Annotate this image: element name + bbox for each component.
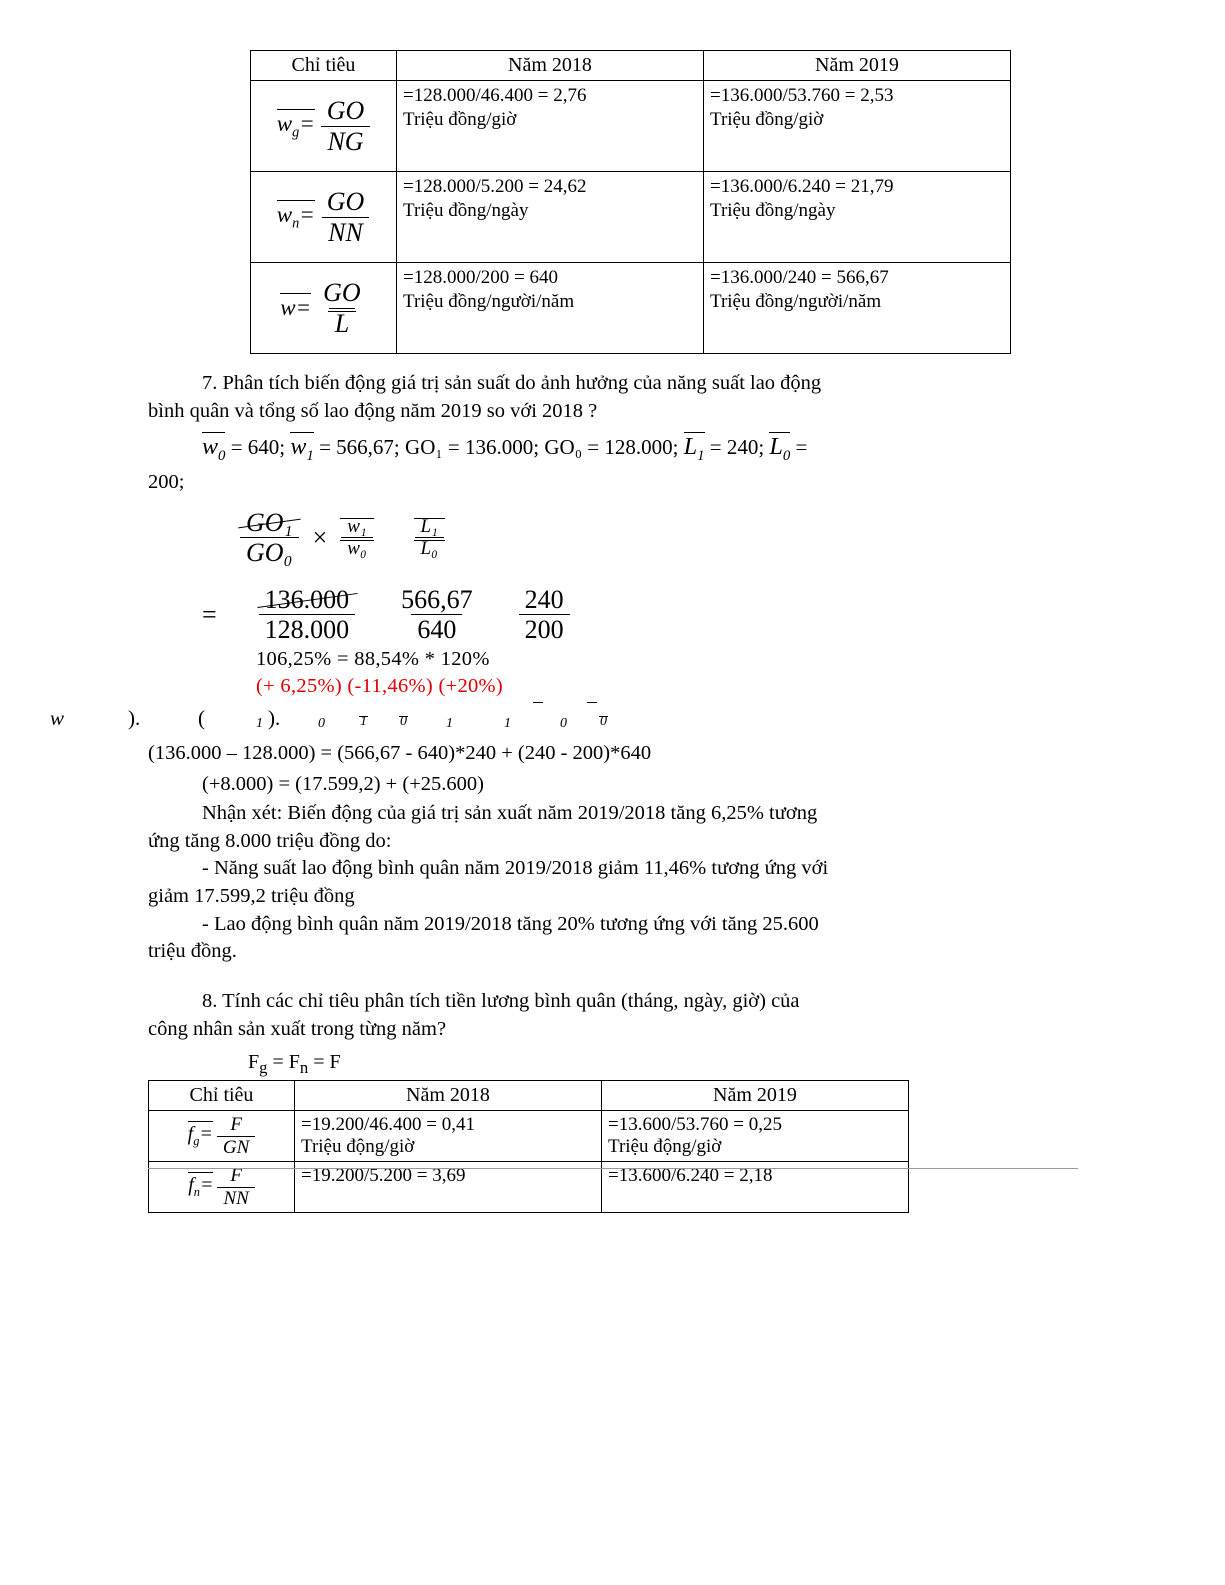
stray-paren-close: ). (128, 706, 141, 731)
stray-symbol-row (50, 698, 1078, 738)
bullet2-line-1: - Lao động bình quân năm 2019/2018 tăng 20% tương ứng với tăng 25.600 (202, 912, 819, 935)
stray-s8: 0 (600, 714, 607, 730)
table1-header-2018: Năm 2018 (397, 51, 704, 81)
index-formula-symbolic (240, 508, 1078, 567)
calc-line-1: (136.000 – 128.000) = (566,67 - 640)*240 + (240 - 200)*640 (148, 742, 652, 765)
stray-paren-open: ( (198, 706, 205, 731)
table1-row1-2019: =136.000/6.240 = 21,79 Triệu đồng/ngày (704, 172, 1011, 263)
w0-symbol: $w_0$ (202, 434, 226, 465)
go-ng-fraction: $\frac{GO}{NG}$ (321, 96, 371, 155)
go-l-fraction: $\frac{GO}{L}$ (323, 278, 361, 338)
f-gn-fraction: $\frac{F}{GN}$ (217, 1114, 255, 1158)
l-ratio-fraction: $\frac{\text{L₁}}{\text{L₀}}$ (415, 516, 444, 560)
given-tail: 200; (148, 470, 185, 493)
w-g-symbol: $w_g=$ (276, 110, 315, 141)
w-n-symbol: $w_n=$ (276, 201, 315, 232)
equals-sign: = (202, 599, 217, 629)
question8-line2: công nhân sản xuất trong từng năm? (148, 1017, 447, 1040)
percent-line: 106,25% = 88,54% * 120% (256, 648, 490, 671)
w0-value: = 640; (230, 435, 286, 460)
w-ratio-fraction: $\frac{\text{w₁}}{\text{w₀}}$ (341, 516, 372, 560)
table-row (251, 81, 1011, 172)
wage-table (148, 1080, 909, 1213)
L0-value: = (795, 435, 808, 460)
table1-row0-label (251, 81, 397, 172)
bullet1-line-1: - Năng suất lao động bình quân năm 2019/2018 giảm 11,46% tương ứng với (202, 857, 829, 880)
stray-dot: ). (268, 706, 281, 731)
calc-line-2: (+8.000) = (17.599,2) + (+25.600) (202, 773, 484, 796)
L1-symbol: $L_1$ (683, 434, 705, 465)
go-numeric-fraction: $\frac{136.000}{128.000}$ (259, 585, 356, 644)
question8-line1: 8. Tính các chỉ tiêu phân tích tiền lương bình quân (tháng, ngày, giờ) của (202, 989, 800, 1012)
table-row (149, 1162, 909, 1213)
table1-row2-2019: =136.000/240 = 566,67 Triệu đồng/người/năm (704, 263, 1011, 354)
w1-symbol: $w_1$ (290, 434, 314, 465)
w-bar-symbol: w= (280, 295, 312, 320)
f-nn-fraction: $\frac{F}{NN}$ (217, 1165, 254, 1209)
fg-fn-f-line: $F_g = F_n = F$ (248, 1051, 341, 1078)
table1-header-2019: Năm 2019 (704, 51, 1011, 81)
table1-row0-2018: =128.000/46.400 = 2,76 Triệu đồng/giờ (397, 81, 704, 172)
stray-s3: 1 (360, 714, 367, 730)
go0-value: GO₀ = 128.000; (544, 435, 679, 460)
question7-line1: 7. Phân tích biến động giá trị sản suất do ảnh hưởng của năng suất lao động (202, 372, 822, 394)
stray-s2: 0 (318, 716, 325, 732)
table2-row0-2019: =13.600/53.760 = 0,25 Triệu động/giờ (602, 1111, 909, 1162)
table1-row1-2018: =128.000/5.200 = 24,62 Triệu đồng/ngày (397, 172, 704, 263)
stray-s4: 0 (400, 714, 407, 730)
table1-row0-2019: =136.000/53.760 = 2,53 Triệu đồng/giờ (704, 81, 1011, 172)
table2-row0-2018: =19.200/46.400 = 0,41 Triệu động/giờ (295, 1111, 602, 1162)
table-row (251, 263, 1011, 354)
go-nn-fraction: $\frac{GO}{NN}$ (321, 187, 371, 246)
table2-row0-label (149, 1111, 295, 1162)
stray-s6: 1 (504, 716, 511, 732)
question7-line2: bình quân và tổng số lao động năm 2019 so với 2018 ? (148, 399, 598, 422)
multiply-sign: × (312, 522, 328, 552)
bullet2-line-2: triệu đồng. (148, 940, 237, 963)
delta-percent-line: (+ 6,25%) (-11,46%) (+20%) (256, 675, 504, 698)
table2-header-2018: Năm 2018 (295, 1081, 602, 1111)
given-values (202, 425, 1078, 471)
go1-value: GO₁ = 136.000; (405, 435, 540, 460)
L1-value: = 240; (709, 435, 765, 460)
table-header-row (251, 51, 1011, 81)
table-header-row (149, 1081, 909, 1111)
table1-row2-label (251, 263, 397, 354)
L0-symbol: $L_0$ (769, 434, 791, 465)
table2-header-2019: Năm 2019 (602, 1081, 909, 1111)
bullet1-line-2: giảm 17.599,2 triệu đồng (148, 884, 355, 907)
index-formula-block (202, 508, 1078, 698)
table-row (149, 1111, 909, 1162)
table1-row2-2018: =128.000/200 = 640 Triệu đồng/người/năm (397, 263, 704, 354)
document-content (50, 50, 1078, 1213)
table-row (251, 172, 1011, 263)
table2-row1-2019: =13.600/6.240 = 2,18 (602, 1162, 909, 1213)
stray-bar-b (534, 700, 542, 717)
index-formula-numeric (202, 585, 1078, 644)
stray-s7: 0 (560, 716, 567, 732)
w-numeric-fraction: $\frac{566,67}{640}$ (401, 585, 473, 645)
table1-header-criteria: Chỉ tiêu (251, 51, 397, 81)
table2-row1-label (149, 1162, 295, 1213)
f-g-symbol: $f_g=$ (187, 1123, 213, 1149)
table2-row1-2018: =19.200/5.200 = 3,69 (295, 1162, 602, 1213)
go-ratio-fraction: $\frac{\text{GO₁}}{\text{GO₀}}$ (240, 508, 299, 567)
stray-s5: 1 (446, 716, 453, 732)
stray-w: w (50, 706, 65, 731)
productivity-table (250, 50, 1011, 354)
comment-line-1: Nhận xét: Biến động của giá trị sản xuất năm 2019/2018 tăng 6,25% tương (202, 801, 818, 824)
l-numeric-fraction: $\frac{240}{200}$ (519, 585, 570, 644)
table1-row1-label (251, 172, 397, 263)
f-n-symbol: $f_n=$ (188, 1174, 214, 1200)
w1-value: = 566,67; (319, 435, 400, 460)
footer-divider (148, 1168, 1078, 1169)
table2-header-criteria: Chỉ tiêu (149, 1081, 295, 1111)
stray-s1: 1 (256, 716, 263, 732)
stray-bar-a (588, 700, 596, 717)
comment-line-2: ứng tăng 8.000 triệu đồng do: (148, 829, 392, 852)
